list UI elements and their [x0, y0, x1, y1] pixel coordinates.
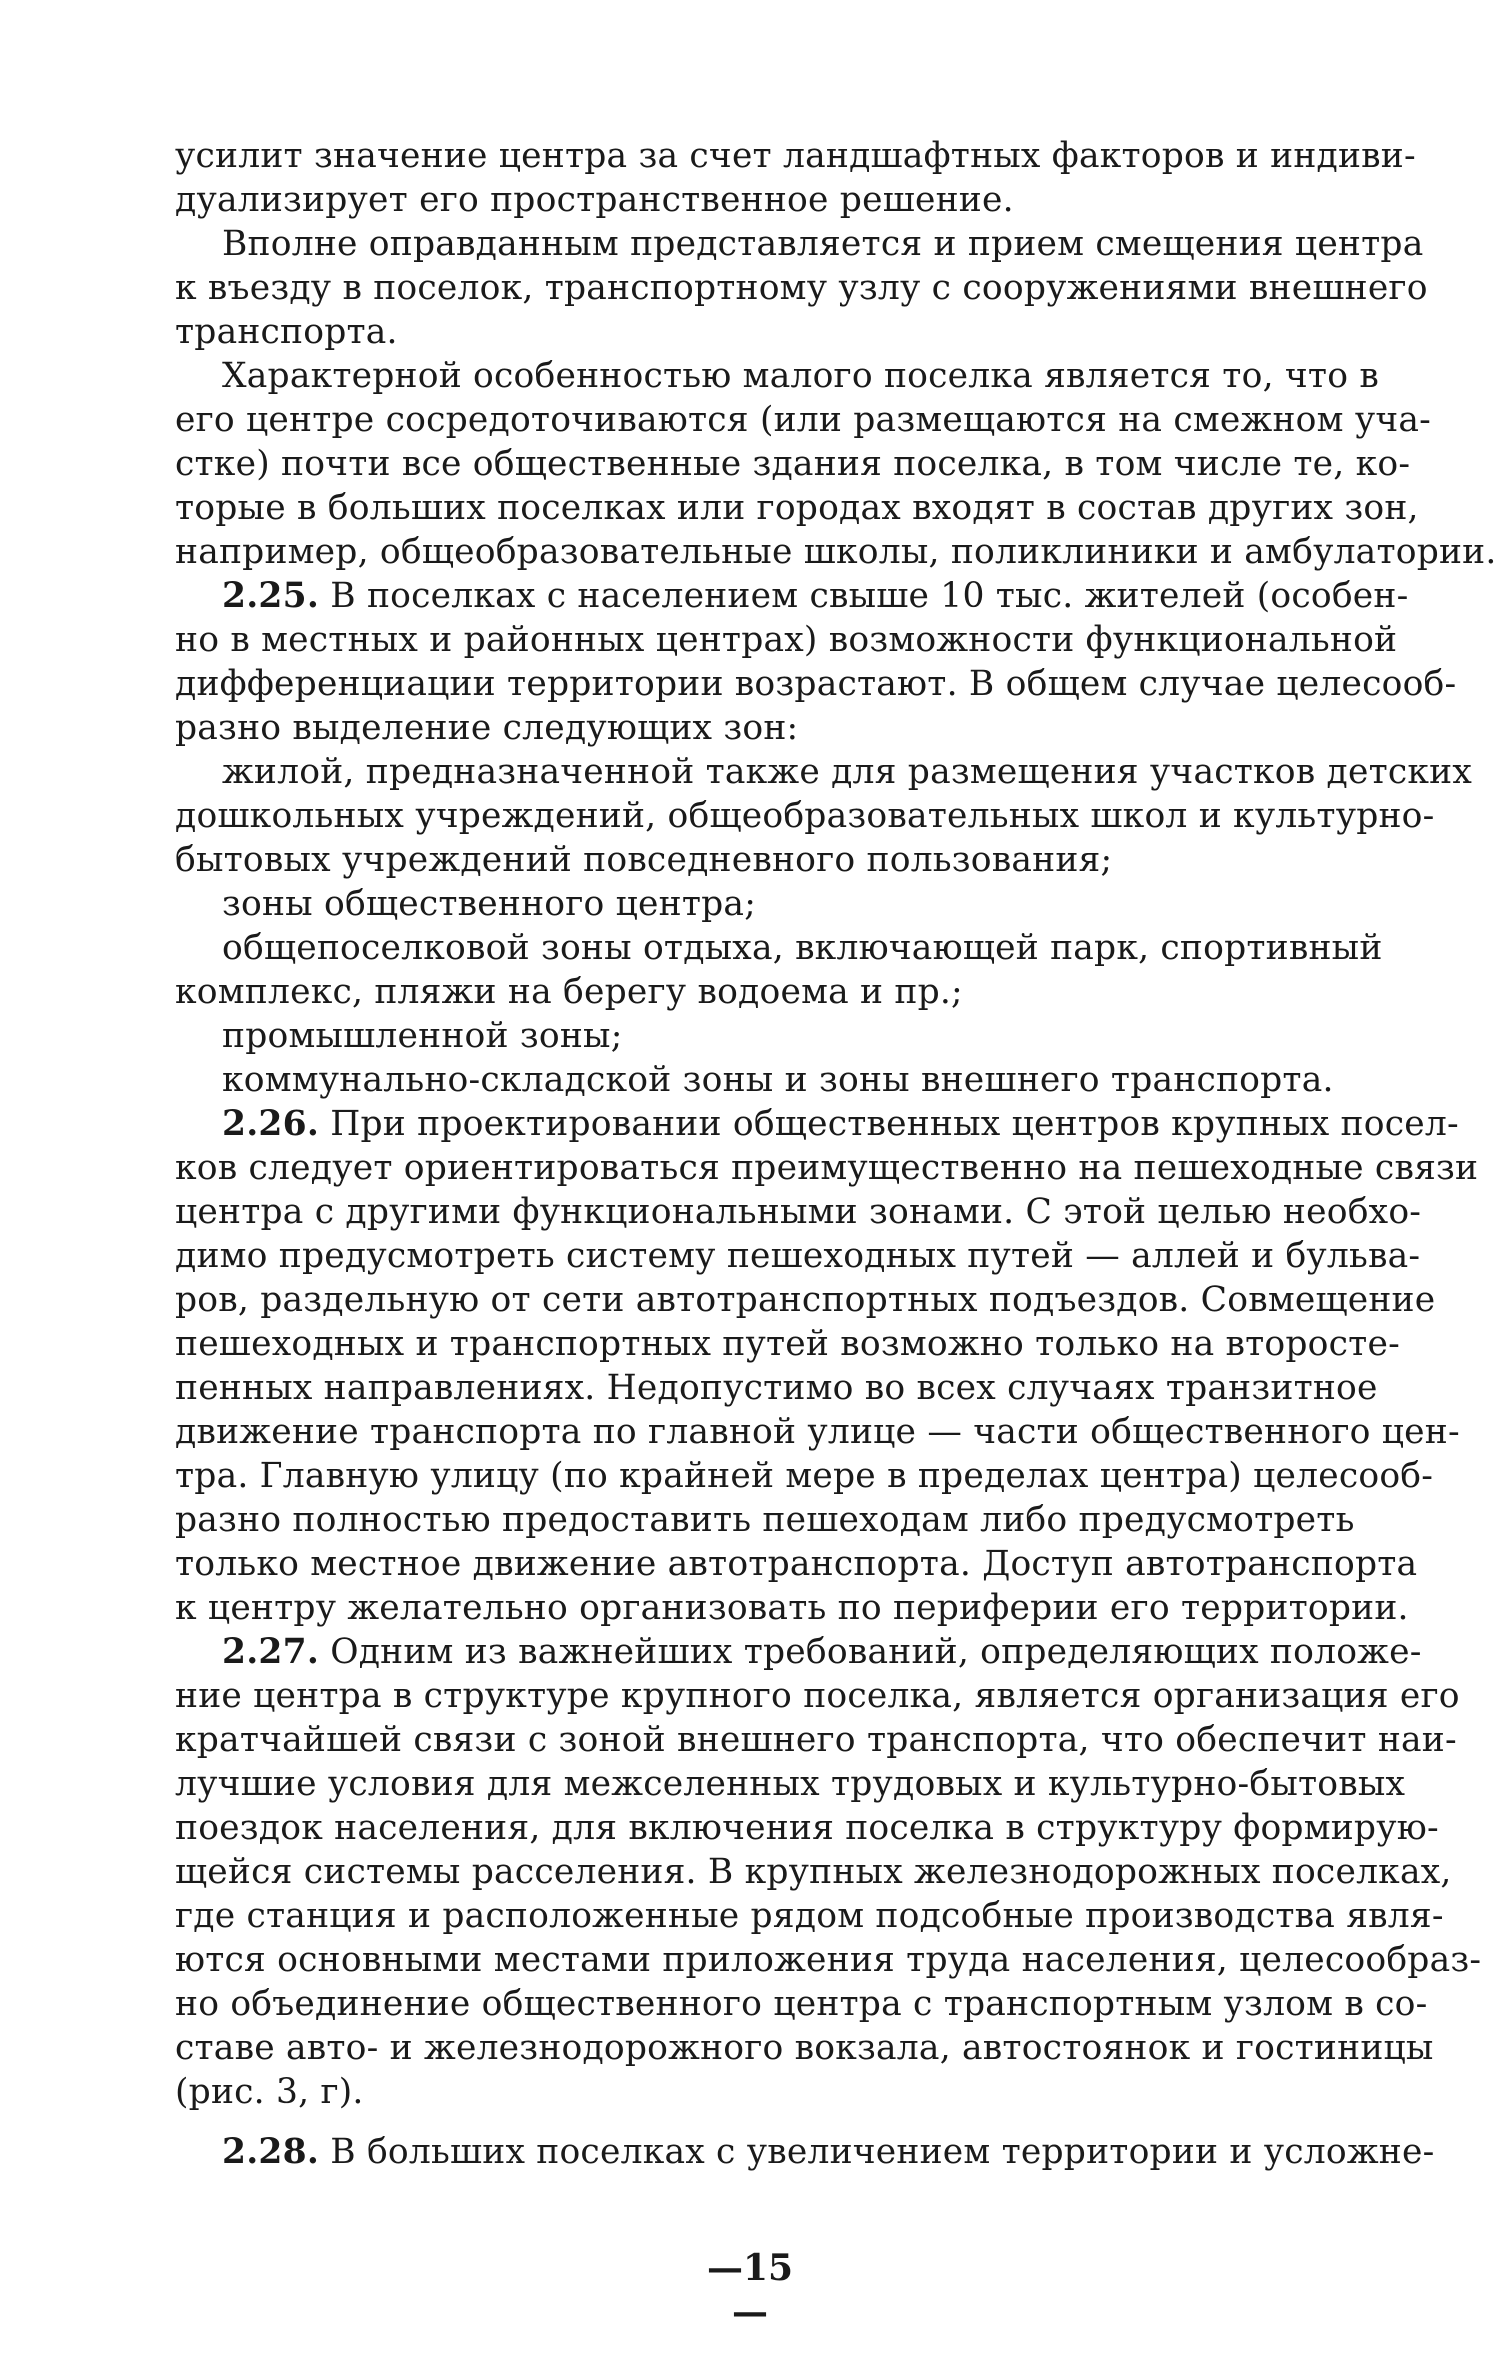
- text-line: где станция и расположенные рядом подсобные производства явля-: [175, 1896, 1444, 1936]
- text-line: разно выделение следующих зон:: [175, 708, 799, 748]
- text-line: поездок населения, для включения поселка в структуру формирую-: [175, 1808, 1439, 1848]
- text-line: Характерной особенностью малого поселка является то, что в: [222, 356, 1379, 396]
- text-line: но объединение общественного центра с транспортным узлом в со-: [175, 1984, 1428, 2024]
- paragraph-2-25-first-line: [222, 574, 1409, 618]
- paragraph-2-28-first-line: [222, 2130, 1435, 2174]
- text-line: дифференциации территории возрастают. В общем случае целесооб-: [175, 664, 1457, 704]
- section-number: 2.27.: [222, 1632, 320, 1672]
- text-line: стке) почти все общественные здания поселка, в том числе те, ко-: [175, 444, 1411, 484]
- text-line: В больших поселках с увеличением территории и усложне-: [330, 2132, 1435, 2172]
- text-line: лучшие условия для межселенных трудовых и культурно-бытовых: [175, 1764, 1406, 1804]
- text-line: движение транспорта по главной улице — части общественного цен-: [175, 1412, 1460, 1452]
- text-line: пенных направлениях. Недопустимо во всех случаях транзитное: [175, 1368, 1378, 1408]
- list-item-line: зоны общественного центра;: [222, 884, 757, 924]
- text-line: Одним из важнейших требований, определяющих положе-: [330, 1632, 1422, 1672]
- list-item-line: общепоселковой зоны отдыха, включающей парк, спортивный: [222, 928, 1383, 968]
- section-number: 2.25.: [222, 576, 320, 616]
- text-line: к центру желательно организовать по периферии его территории.: [175, 1588, 1409, 1628]
- text-line: дуализирует его пространственное решение.: [175, 180, 1014, 220]
- text-line: ние центра в структуре крупного поселка, является организация его: [175, 1676, 1460, 1716]
- text-line: только местное движение автотранспорта. Доступ автотранспорта: [175, 1544, 1418, 1584]
- text-line: усилит значение центра за счет ландшафтных факторов и индиви-: [175, 136, 1416, 176]
- text-line: транспорта.: [175, 312, 398, 352]
- text-line: к въезду в поселок, транспортному узлу с сооружениями внешнего: [175, 268, 1428, 308]
- list-item-line: коммунально-складской зоны и зоны внешнего транспорта.: [222, 1060, 1334, 1100]
- text-line: щейся системы расселения. В крупных железнодорожных поселках,: [175, 1852, 1452, 1892]
- text-line: При проектировании общественных центров крупных посел-: [330, 1104, 1459, 1144]
- text-line: разно полностью предоставить пешеходам либо предусмотреть: [175, 1500, 1355, 1540]
- paragraph-2-27-first-line: [222, 1630, 1422, 1674]
- text-line: торые в больших поселках или городах входят в состав других зон,: [175, 488, 1419, 528]
- text-line: димо предусмотреть систему пешеходных путей — аллей и бульва-: [175, 1236, 1421, 1276]
- section-number: 2.28.: [222, 2132, 320, 2172]
- text-line: например, общеобразовательные школы, поликлиники и амбулатории.: [175, 532, 1497, 572]
- text-line: пешеходных и транспортных путей возможно только на второсте-: [175, 1324, 1400, 1364]
- text-line: центра с другими функциональными зонами. С этой целью необхо-: [175, 1192, 1422, 1232]
- text-line: (рис. 3, г).: [175, 2072, 364, 2112]
- paragraph-2-26-first-line: [222, 1102, 1459, 1146]
- text-line: комплекс, пляжи на берегу водоема и пр.;: [175, 972, 963, 1012]
- text-line: ков следует ориентироваться преимущественно на пешеходные связи: [175, 1148, 1479, 1188]
- text-line: бытовых учреждений повседневного пользования;: [175, 840, 1113, 880]
- list-item-line: жилой, предназначенной также для размещения участков детских: [222, 752, 1473, 792]
- text-line: его центре сосредоточиваются (или размещаются на смежном уча-: [175, 400, 1431, 440]
- text-line: дошкольных учреждений, общеобразовательных школ и культурно-: [175, 796, 1435, 836]
- list-item-line: промышленной зоны;: [222, 1016, 623, 1056]
- text-line: ются основными местами приложения труда населения, целесообраз-: [175, 1940, 1482, 1980]
- text-line: В поселках с населением свыше 10 тыс. жителей (особен-: [330, 576, 1409, 616]
- section-number: 2.26.: [222, 1104, 320, 1144]
- text-line: кратчайшей связи с зоной внешнего транспорта, что обеспечит наи-: [175, 1720, 1457, 1760]
- text-line: ров, раздельную от сети автотранспортных подъездов. Совмещение: [175, 1280, 1436, 1320]
- text-line: но в местных и районных центрах) возможности функциональной: [175, 620, 1398, 660]
- page-number: —15—: [706, 2247, 794, 2333]
- text-line: Вполне оправданным представляется и прием смещения центра: [222, 224, 1424, 264]
- text-line: тра. Главную улицу (по крайней мере в пределах центра) целесооб-: [175, 1456, 1434, 1496]
- text-line: ставе авто- и железнодорожного вокзала, автостоянок и гостиницы: [175, 2028, 1434, 2068]
